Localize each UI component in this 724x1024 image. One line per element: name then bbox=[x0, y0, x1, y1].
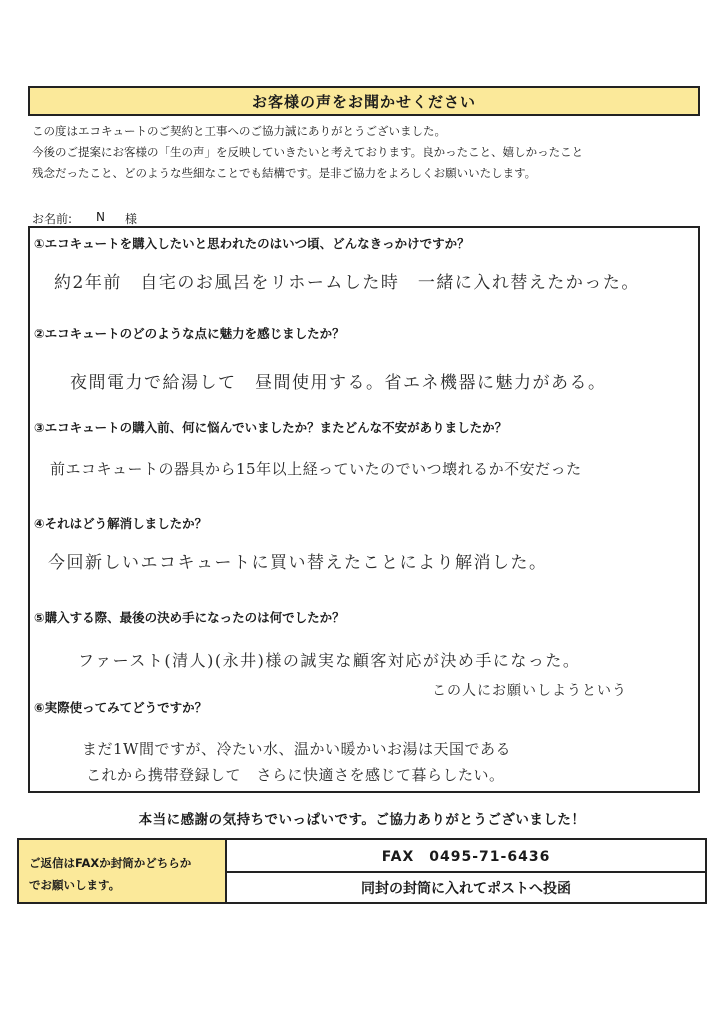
question-5: ⑤購入する際、最後の決め手になったのは何でしたか？ bbox=[34, 610, 345, 625]
intro-line: 残念だったこと、どのような些細なことでも結構です。是非ご協力をよろしくお願いいたします。 bbox=[32, 166, 537, 180]
page-title: お客様の声をお聞かせください bbox=[251, 92, 476, 111]
answer-1: 約2年前 自宅のお風呂をリホームした時 一緒に入れ替えたかった。 bbox=[54, 273, 640, 293]
answer-5: ファースト(清人)(永井)様の誠実な顧客対応が決め手になった。 bbox=[78, 651, 581, 670]
customer-name: N bbox=[96, 210, 106, 224]
intro-line: この度はエコキュートのご契約と工事へのご協力誠にありがとうございました。 bbox=[32, 124, 446, 138]
intro-line: 今後のご提案にお客様の「生の声」を反映していきたいと考えております。良かったこと、嬉しかったこと bbox=[32, 145, 584, 159]
answer-4: 今回新しいエコキュートに買い替えたことにより解消した。 bbox=[48, 553, 548, 573]
reply-details bbox=[227, 840, 705, 902]
customer-name-row bbox=[32, 210, 137, 227]
intro-text bbox=[32, 121, 702, 184]
page-title-banner bbox=[28, 86, 700, 116]
answer-2: 夜間電力で給湯して 昼間使用する。省エネ機器に魅力がある。 bbox=[70, 373, 607, 393]
name-label: お名前: bbox=[32, 212, 73, 226]
question-2: ②エコキュートのどのような点に魅力を感じましたか？ bbox=[34, 326, 345, 341]
answer-5-note: この人にお願いしようという bbox=[432, 683, 627, 699]
question-4: ④それはどう解消しましたか？ bbox=[34, 516, 208, 531]
question-3: ③エコキュートの購入前、何に悩んでいましたか？またどんな不安がありましたか？ bbox=[34, 420, 508, 435]
reply-note-line: でお願いします。 bbox=[29, 878, 121, 892]
closing-message: 本当に感謝の気持ちでいっぱいです。ご協力ありがとうございました！ bbox=[138, 812, 586, 828]
question-1: ①エコキュートを購入したいと思われたのはいつ頃、どんなきっかけですか？ bbox=[34, 236, 470, 251]
questionnaire-box bbox=[28, 226, 700, 793]
honorific: 様 bbox=[125, 212, 138, 226]
answer-6: まだ1W間ですが、冷たい水、温かい暖かいお湯は天国である bbox=[82, 740, 511, 758]
fax-number: FAX 0495-71-6436 bbox=[227, 840, 705, 873]
answer-6-continued: これから携帯登録して さらに快適さを感じて暮らしたい。 bbox=[86, 766, 505, 784]
reply-method-note bbox=[19, 840, 227, 902]
mail-instruction: 同封の封筒に入れてポストへ投函 bbox=[361, 880, 571, 897]
reply-note-line: ご返信はFAXか封筒かどちらか bbox=[29, 856, 192, 870]
reply-instructions bbox=[17, 838, 707, 904]
question-6: ⑥実際使ってみてどうですか？ bbox=[34, 700, 208, 715]
answer-3: 前エコキュートの器具から15年以上経っていたのでいつ壊れるか不安だった bbox=[50, 460, 582, 478]
